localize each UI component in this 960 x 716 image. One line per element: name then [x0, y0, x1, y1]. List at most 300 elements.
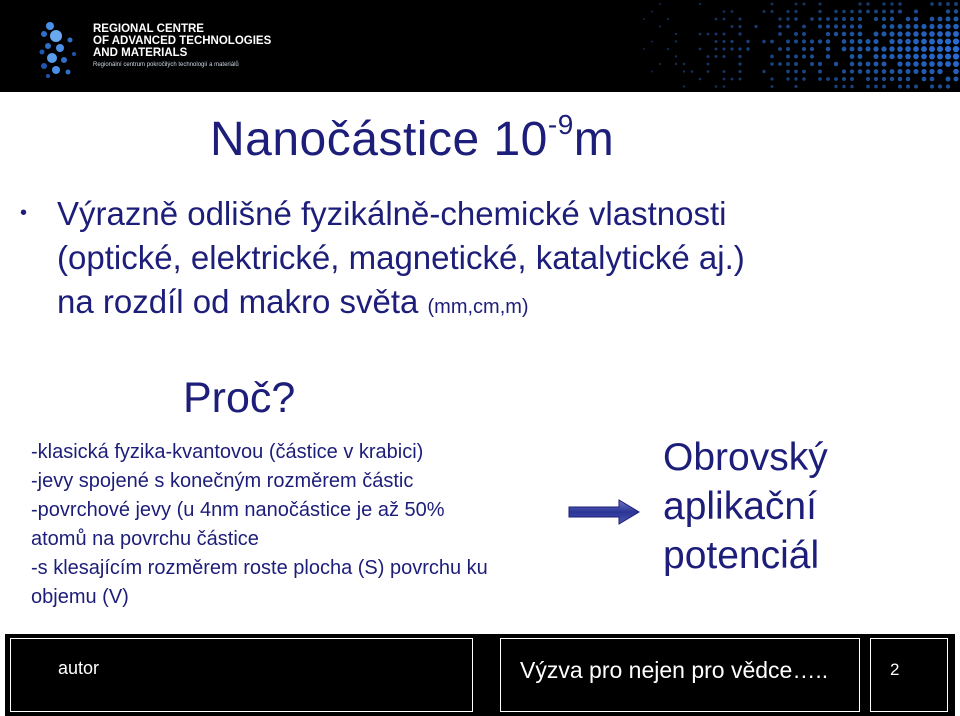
decorative-dot	[889, 31, 894, 36]
decorative-dot	[946, 84, 950, 88]
decorative-dot	[913, 31, 918, 36]
decorative-dot	[778, 25, 782, 29]
decorative-dot	[953, 53, 959, 59]
decorative-dot	[786, 47, 790, 51]
decorative-dot	[659, 3, 661, 5]
decorative-dot	[858, 69, 862, 73]
decorative-dot	[850, 54, 855, 59]
right-arrow-icon	[567, 498, 641, 526]
decorative-dot	[786, 70, 790, 74]
decorative-dot	[675, 33, 677, 35]
decorative-dot	[818, 10, 821, 13]
decorative-dot	[778, 47, 782, 51]
decorative-dot	[683, 85, 685, 87]
decorative-dot	[921, 24, 926, 29]
decorative-dot	[715, 18, 718, 21]
decorative-dot	[794, 39, 798, 43]
decorative-dot	[826, 24, 830, 28]
decorative-dot	[723, 85, 726, 88]
slide-title	[210, 109, 615, 167]
decorative-dot	[810, 39, 814, 43]
decorative-dot	[651, 40, 653, 42]
decorative-dot	[858, 47, 863, 52]
decorative-dot	[723, 70, 726, 73]
bullet-line-1: Výrazně odlišné fyzikálně-chemické vlastnosti	[57, 195, 727, 232]
decorative-dot	[914, 9, 918, 13]
decorative-dot	[906, 69, 911, 74]
decorative-dot	[858, 17, 862, 21]
decorative-dot	[850, 69, 854, 73]
decorative-dot	[906, 84, 910, 88]
decorative-dot	[683, 70, 685, 72]
decorative-dot	[930, 17, 935, 22]
decorative-dot	[858, 39, 863, 44]
decorative-dot	[890, 77, 894, 81]
decorative-dot	[738, 62, 741, 65]
decorative-dot	[826, 77, 830, 81]
decorative-dot	[762, 40, 766, 44]
list-item: -jevy spojené s konečným rozměrem částic	[31, 470, 414, 492]
decorative-dot	[937, 61, 943, 67]
decorative-dot	[834, 62, 838, 66]
decorative-dot	[739, 78, 742, 81]
bullet-marker: •	[20, 202, 28, 224]
decorative-dot	[667, 18, 669, 20]
decorative-dot	[770, 40, 774, 44]
decorative-dot	[937, 24, 942, 29]
decorative-dot	[850, 10, 854, 14]
decorative-dot	[929, 24, 934, 29]
decorative-dot	[842, 24, 846, 28]
decorative-dot	[715, 40, 718, 43]
decorative-dot	[858, 32, 863, 37]
decorative-dot	[897, 46, 903, 52]
decorative-dot	[826, 17, 830, 21]
decorative-dot	[794, 10, 797, 13]
decorative-dot	[874, 69, 879, 74]
decorative-dot	[913, 61, 918, 66]
decorative-dot	[738, 47, 741, 50]
decorative-dot	[921, 54, 927, 60]
dot-pattern-decoration	[640, 0, 960, 92]
footer-page-panel	[870, 638, 948, 712]
decorative-dot	[659, 25, 661, 27]
decorative-dot	[850, 62, 855, 67]
decorative-dot	[731, 78, 734, 81]
decorative-dot	[865, 39, 870, 44]
decorative-dot	[826, 47, 831, 52]
decorative-dot	[866, 85, 870, 89]
decorative-dot	[834, 77, 838, 81]
decorative-dot	[643, 48, 645, 50]
organization-name	[93, 23, 271, 70]
decorative-dot	[866, 62, 871, 67]
decorative-dot	[771, 85, 774, 88]
org-subtitle: Regionální centrum pokročilých technologií a materiálů	[93, 62, 239, 68]
decorative-dot	[722, 40, 725, 43]
title-unit: m	[573, 113, 615, 166]
decorative-dot	[882, 10, 886, 14]
decorative-dot	[953, 16, 958, 21]
decorative-dot	[873, 39, 878, 44]
decorative-dot	[803, 3, 806, 6]
decorative-dot	[905, 39, 911, 45]
decorative-dot	[699, 33, 702, 36]
decorative-dot	[786, 62, 790, 66]
decorative-dot	[667, 48, 669, 50]
decorative-dot	[889, 46, 894, 51]
decorative-dot	[802, 39, 806, 43]
decorative-dot	[746, 40, 749, 43]
decorative-dot	[850, 47, 855, 52]
decorative-dot	[786, 10, 789, 13]
footer-author: autor	[58, 658, 100, 678]
decorative-dot	[715, 48, 718, 51]
decorative-dot	[818, 17, 822, 21]
decorative-dot	[675, 40, 677, 42]
molecule-dots-logo	[36, 18, 88, 80]
decorative-dot	[723, 10, 726, 13]
decorative-dot	[946, 17, 951, 22]
decorative-dot	[938, 17, 943, 22]
decorative-dot	[771, 10, 774, 13]
decorative-dot	[953, 46, 959, 52]
decorative-dot	[778, 62, 782, 66]
list-item: -klasická fyzika-kvantovou (částice v krabici)	[31, 441, 424, 463]
decorative-dot	[715, 85, 718, 88]
decorative-dot	[938, 84, 942, 88]
decorative-dot	[882, 85, 886, 89]
decorative-dot	[937, 46, 943, 52]
decorative-dot	[643, 18, 645, 20]
decorative-dot	[826, 32, 830, 36]
bullet-note: (mm,cm,m)	[427, 296, 529, 318]
decorative-dot	[890, 17, 894, 21]
decorative-dot	[954, 2, 958, 6]
decorative-dot	[897, 61, 902, 66]
decorative-dot	[683, 63, 686, 66]
decorative-dot	[882, 77, 886, 81]
decorative-dot	[905, 46, 911, 52]
decorative-dot	[897, 54, 902, 59]
decorative-dot	[842, 85, 846, 89]
decorative-dot	[874, 77, 878, 81]
list-item: -povrchové jevy (u 4nm nanočástice je až 50%	[31, 499, 445, 521]
decorative-dot	[850, 77, 854, 81]
title-main: Nanočástice 10	[210, 113, 548, 166]
bullet-line-3-text: na rozdíl od makro světa	[57, 283, 419, 320]
decorative-dot	[795, 3, 798, 6]
explanation-list	[31, 438, 488, 612]
decorative-dot	[699, 78, 702, 81]
decorative-dot	[723, 18, 726, 21]
decorative-dot	[834, 32, 838, 36]
decorative-dot	[945, 53, 951, 59]
decorative-dot	[730, 47, 733, 50]
decorative-dot	[953, 69, 959, 75]
decorative-dot	[771, 3, 774, 6]
decorative-dot	[850, 17, 854, 21]
decorative-dot	[675, 55, 677, 57]
decorative-dot	[913, 54, 919, 60]
decorative-dot	[834, 10, 837, 13]
decorative-dot	[945, 61, 951, 67]
decorative-dot	[778, 17, 781, 20]
decorative-dot	[826, 39, 830, 43]
decorative-dot	[818, 77, 822, 81]
decorative-dot	[945, 46, 951, 52]
decorative-dot	[818, 70, 822, 74]
decorative-dot	[842, 47, 847, 52]
decorative-dot	[762, 70, 765, 73]
decorative-dot	[858, 24, 862, 28]
decorative-dot	[834, 85, 837, 88]
decorative-dot	[794, 32, 798, 36]
result-text	[663, 433, 828, 580]
decorative-dot	[929, 31, 935, 37]
decorative-dot	[659, 63, 661, 65]
decorative-dot	[898, 69, 903, 74]
decorative-dot	[954, 9, 958, 13]
decorative-dot	[874, 17, 878, 21]
decorative-dot	[786, 40, 790, 44]
result-line-1: Obrovský	[663, 436, 828, 479]
decorative-dot	[953, 31, 959, 37]
decorative-dot	[739, 18, 742, 21]
decorative-dot	[913, 46, 919, 52]
decorative-dot	[810, 17, 814, 21]
decorative-dot	[691, 70, 694, 73]
decorative-dot	[930, 84, 934, 88]
decorative-dot	[914, 84, 918, 88]
decorative-dot	[930, 2, 934, 6]
decorative-dot	[945, 31, 951, 37]
decorative-dot	[722, 55, 725, 58]
decorative-dot	[802, 70, 806, 74]
decorative-dot	[882, 2, 885, 5]
decorative-dot	[921, 61, 927, 67]
decorative-dot	[890, 24, 895, 29]
decorative-dot	[953, 61, 959, 67]
decorative-dot	[937, 69, 942, 74]
decorative-dot	[810, 54, 814, 58]
decorative-dot	[850, 32, 855, 37]
decorative-dot	[881, 31, 886, 36]
decorative-dot	[842, 10, 846, 14]
decorative-dot	[850, 85, 854, 89]
decorative-dot	[770, 77, 773, 80]
decorative-dot	[738, 32, 741, 35]
decorative-dot	[651, 70, 653, 72]
page-number: 2	[890, 660, 900, 679]
result-line-2: aplikační	[663, 485, 817, 528]
decorative-dot	[897, 31, 902, 36]
decorative-dot	[905, 31, 910, 36]
decorative-dot	[881, 54, 886, 59]
decorative-dot	[937, 31, 943, 37]
decorative-dot	[707, 55, 710, 58]
decorative-dot	[834, 24, 838, 28]
bullet-line-3	[57, 280, 745, 329]
decorative-dot	[842, 77, 846, 81]
decorative-dot	[802, 25, 806, 29]
decorative-dot	[786, 17, 789, 20]
decorative-dot	[763, 10, 766, 13]
decorative-dot	[953, 38, 959, 44]
list-item: -s klesajícím rozměrem roste plocha (S) povrchu ku	[31, 557, 488, 579]
decorative-dot	[929, 61, 935, 67]
decorative-dot	[945, 24, 950, 29]
decorative-dot	[921, 69, 926, 74]
org-line-2: OF ADVANCED TECHNOLOGIES	[93, 35, 272, 47]
decorative-dot	[921, 39, 927, 45]
decorative-dot	[858, 54, 863, 59]
decorative-dot	[889, 39, 894, 44]
decorative-dot	[866, 10, 870, 14]
decorative-dot	[906, 24, 911, 29]
decorative-dot	[794, 70, 798, 74]
decorative-dot	[938, 2, 942, 6]
decorative-dot	[913, 24, 918, 29]
decorative-dot	[802, 47, 806, 51]
decorative-dot	[786, 25, 790, 29]
decorative-dot	[850, 39, 855, 44]
decorative-dot	[794, 17, 797, 20]
decorative-dot	[723, 78, 726, 81]
decorative-dot	[842, 17, 846, 21]
decorative-dot	[731, 25, 734, 28]
decorative-dot	[754, 25, 757, 28]
decorative-dot	[914, 17, 919, 22]
decorative-dot	[818, 62, 822, 66]
decorative-dot	[707, 70, 710, 73]
header-banner	[0, 0, 960, 92]
decorative-dot	[794, 85, 797, 88]
decorative-dot	[842, 32, 847, 37]
decorative-dot	[786, 55, 790, 59]
decorative-dot	[929, 46, 935, 52]
decorative-dot	[794, 54, 798, 58]
decorative-dot	[707, 33, 710, 36]
decorative-dot	[722, 47, 725, 50]
question-heading: Proč?	[183, 374, 296, 422]
decorative-dot	[897, 39, 902, 44]
decorative-dot	[651, 10, 653, 12]
decorative-dot	[945, 38, 951, 44]
decorative-dot	[770, 55, 774, 59]
decorative-dot	[715, 33, 718, 36]
decorative-dot	[913, 39, 919, 45]
decorative-dot	[810, 47, 814, 51]
decorative-dot	[802, 77, 806, 81]
decorative-dot	[778, 32, 782, 36]
decorative-dot	[731, 10, 734, 13]
decorative-dot	[738, 55, 741, 58]
decorative-dot	[882, 24, 887, 29]
decorative-dot	[850, 24, 854, 28]
decorative-dot	[929, 39, 935, 45]
decorative-dot	[930, 77, 935, 82]
decorative-dot	[905, 54, 911, 60]
decorative-dot	[890, 2, 893, 5]
decorative-dot	[929, 54, 935, 60]
decorative-dot	[818, 39, 822, 43]
bullet-text	[57, 192, 745, 329]
org-line-3: AND MATERIALS	[93, 47, 188, 59]
decorative-dot	[770, 62, 774, 66]
decorative-dot	[898, 24, 903, 29]
result-line-3: potenciál	[663, 534, 820, 577]
decorative-dot	[842, 39, 847, 44]
decorative-dot	[906, 17, 911, 22]
decorative-dot	[802, 54, 806, 58]
decorative-dot	[699, 3, 701, 5]
decorative-dot	[874, 62, 879, 67]
decorative-dot	[738, 70, 741, 73]
title-exponent: -9	[547, 109, 574, 140]
decorative-dot	[874, 32, 879, 37]
decorative-dot	[946, 9, 950, 13]
decorative-dot	[873, 46, 878, 51]
decorative-dot	[898, 85, 902, 89]
decorative-dot	[707, 63, 710, 66]
decorative-dot	[858, 62, 863, 67]
decorative-dot	[722, 32, 725, 35]
decorative-dot	[873, 54, 878, 59]
decorative-dot	[905, 61, 910, 66]
decorative-dot	[881, 61, 886, 66]
list-item: atomů na povrchu částice	[31, 528, 259, 550]
decorative-dot	[866, 69, 871, 74]
decorative-dot	[906, 77, 911, 82]
decorative-dot	[858, 10, 862, 14]
decorative-dot	[819, 3, 822, 6]
decorative-dot	[921, 31, 927, 37]
decorative-dot	[858, 2, 861, 5]
decorative-dot	[922, 77, 927, 82]
decorative-dot	[881, 46, 886, 51]
bullet-line-2: (optické, elektrické, magnetické, katalytické aj.)	[57, 239, 745, 276]
decorative-dot	[890, 69, 895, 74]
decorative-dot	[874, 85, 878, 89]
decorative-dot	[738, 25, 741, 28]
decorative-dot	[818, 25, 822, 29]
decorative-dot	[746, 47, 749, 50]
decorative-dot	[937, 39, 943, 45]
decorative-dot	[834, 17, 838, 21]
decorative-dot	[946, 2, 950, 6]
decorative-dot	[913, 69, 918, 74]
decorative-dot	[953, 24, 959, 30]
footer-motto: Výzva pro nejen pro vědce…..	[520, 657, 829, 683]
list-item: objemu (V)	[31, 586, 129, 608]
decorative-dot	[889, 54, 894, 59]
decorative-dot	[866, 2, 869, 5]
decorative-dot	[890, 10, 894, 14]
decorative-dot	[898, 2, 901, 5]
decorative-dot	[921, 46, 927, 52]
decorative-dot	[810, 62, 814, 66]
decorative-dot	[929, 69, 934, 74]
decorative-dot	[874, 10, 878, 14]
decorative-dot	[675, 63, 677, 65]
decorative-dot	[882, 17, 886, 21]
decorative-dot	[715, 55, 718, 58]
decorative-dot	[730, 40, 733, 43]
decorative-dot	[937, 54, 943, 60]
decorative-dot	[842, 69, 846, 73]
decorative-dot	[953, 76, 958, 81]
